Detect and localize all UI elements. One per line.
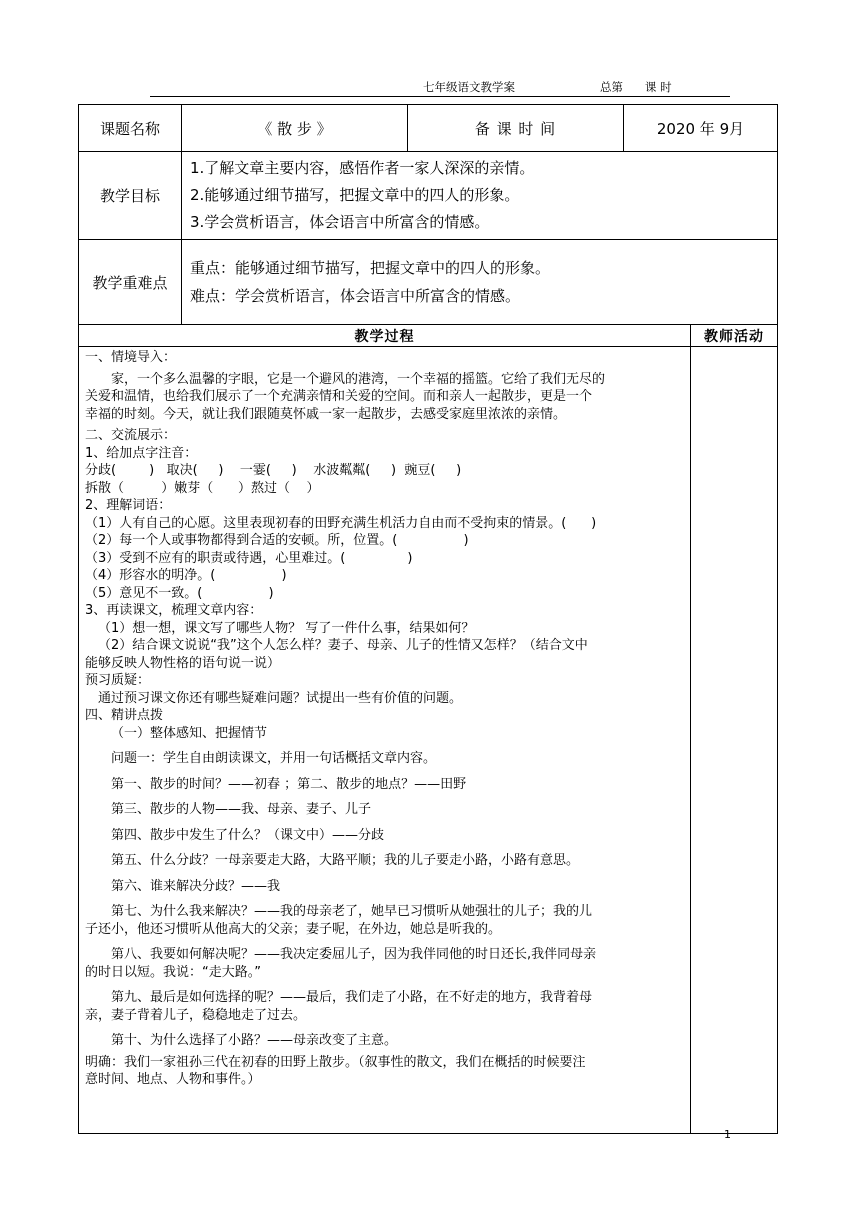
goals-label: 教学目标 bbox=[79, 152, 182, 239]
analysis-item: 的时日以短。我说：“走大路。” bbox=[85, 964, 261, 980]
goal-item: 3.学会赏析语言，体会语言中所富含的情感。 bbox=[190, 213, 490, 231]
vocab-item: （5）意见不一致。( ) bbox=[85, 585, 274, 601]
vocab-item: （4）形容水的明净。( ) bbox=[85, 568, 287, 583]
section-title: 四、精讲点拨 bbox=[85, 708, 164, 723]
process-label: 教学过程 bbox=[79, 325, 691, 346]
clarification: 意时间、地点、人物和事件。） bbox=[85, 1072, 261, 1087]
keypoints-row bbox=[79, 240, 777, 325]
keypoint-item: 重点：能够通过细节描写，把握文章中的四人的形象。 bbox=[190, 259, 551, 277]
paragraph: 通过预习课文你还有哪些疑难问题？试提出一些有价值的问题。 bbox=[98, 690, 463, 706]
teacher-activity-cell bbox=[691, 347, 777, 1133]
topic-title: 《 散 步 》 bbox=[182, 105, 408, 151]
title-row bbox=[79, 105, 777, 152]
question-item: 能够反映人物性格的语句说一说） bbox=[85, 655, 281, 671]
vocab-item: （1）人有自己的心愿。这里表现初春的田野充满生机活力自由而不受拘束的情景。( ) bbox=[85, 515, 597, 531]
analysis-item: 第五、什么分歧？一母亲要走大路，大路平顺；我的儿子要走小路，小路有意思。 bbox=[111, 853, 580, 868]
prep-time-label: 备 课 时 间 bbox=[408, 105, 624, 151]
goals-row bbox=[79, 152, 777, 240]
pinyin-items: 拆散（ ）嫩芽（ ）熬过（ ） bbox=[85, 480, 320, 496]
analysis-item: 第九、最后是如何选择的呢？——最后，我们走了小路，在不好走的地方，我背着母 bbox=[111, 990, 593, 1005]
subsection-title: 1、给加点字注音： bbox=[85, 445, 198, 461]
process-header-row bbox=[79, 325, 777, 347]
header-total-lessons: 总第 课 时 bbox=[600, 80, 672, 94]
topic-label: 课题名称 bbox=[79, 105, 182, 151]
process-body-row bbox=[79, 347, 777, 1133]
header-title: 七年级语文教学案 bbox=[423, 80, 515, 94]
analysis-item: 第十、为什么选择了小路？——母亲改变了主意。 bbox=[111, 1033, 398, 1048]
process-content bbox=[79, 347, 691, 1133]
keypoint-item: 难点：学会赏析语言，体会语言中所富含的情感。 bbox=[190, 287, 521, 305]
analysis-item: 第四、散步中发生了什么？（课文中）——分歧 bbox=[111, 827, 385, 843]
section-title: 预习质疑： bbox=[85, 673, 151, 688]
subsection-title: 2、理解词语： bbox=[85, 498, 172, 513]
goal-item: 1.了解文章主要内容，感悟作者一家人深深的亲情。 bbox=[190, 159, 535, 177]
page-header bbox=[150, 78, 730, 97]
analysis-item: 子还小，他还习惯听从他高大的父亲；妻子呢，在外边，她总是听我的。 bbox=[85, 921, 502, 937]
question-item: 问题一：学生自由朗读课文，并用一句话概括文章内容。 bbox=[111, 751, 437, 766]
vocab-item: （2）每一个人或事物都得到合适的安顿。所，位置。( ) bbox=[85, 533, 469, 548]
paragraph: 家，一个多么温馨的字眼，它是一个避风的港湾，一个幸福的摇篮。它给了我们无尽的 bbox=[111, 371, 606, 387]
question-item: （2）结合课文说说“我”这个人怎么样？妻子、母亲、儿子的性情又怎样？（结合文中 bbox=[98, 638, 588, 653]
teacher-activity-label: 教师活动 bbox=[704, 328, 764, 345]
subsection-title: 3、再读课文，梳理文章内容： bbox=[85, 603, 263, 618]
question-item: （1）想一想，课文写了哪些人物？ 写了一件什么事，结果如何？ bbox=[98, 620, 475, 636]
analysis-item: 第八、我要如何解决呢？——我决定委屈儿子，因为我伴同他的时日还长,我伴同母亲 bbox=[111, 947, 597, 962]
vocab-item: （3）受到不应有的职责或待遇，心里难过。( ) bbox=[85, 550, 413, 566]
paragraph: 关爱和温情，也给我们展示了一个充满亲情和关爱的空间。而和亲人一起散步，更是一个 bbox=[85, 389, 593, 404]
analysis-item: 第三、散步的人物——我、母亲、妻子、儿子 bbox=[111, 802, 372, 817]
paragraph: 幸福的时刻。今天，就让我们跟随莫怀戚一家一起散步，去感受家庭里浓浓的亲情。 bbox=[85, 406, 567, 422]
analysis-item: 亲，妻子背着儿子，稳稳地走了过去。 bbox=[85, 1007, 307, 1023]
lesson-plan-table bbox=[78, 104, 778, 1134]
analysis-item: 第六、谁来解决分歧？——我 bbox=[111, 878, 281, 894]
page-number: 1 bbox=[724, 1128, 731, 1141]
subsection-title: （一）整体感知、把握情节 bbox=[111, 725, 268, 741]
goals-list bbox=[182, 152, 777, 239]
section-title: 一、情境导入： bbox=[85, 350, 177, 365]
goal-item: 2.能够通过细节描写，把握文章中的四人的形象。 bbox=[190, 186, 520, 204]
prep-time-value: 2020 年 9月 bbox=[656, 119, 745, 138]
analysis-item: 第七、为什么我来解决？——我的母亲老了，她早已习惯听从她强壮的儿子；我的儿 bbox=[111, 904, 593, 919]
analysis-item: 第一、散步的时间？——初春 ；第二、散步的地点？——田野 bbox=[111, 776, 467, 792]
keypoints-list bbox=[182, 240, 777, 324]
pinyin-items: 分歧( ) 取决( ) 一霎( ) 水波粼粼( ) 豌豆( ) bbox=[85, 463, 462, 478]
keypoints-label: 教学重难点 bbox=[79, 240, 182, 324]
clarification: 明确：我们一家祖孙三代在初春的田野上散步。（叙事性的散文，我们在概括的时候要注 bbox=[85, 1054, 586, 1070]
section-title: 二、交流展示： bbox=[85, 428, 177, 443]
